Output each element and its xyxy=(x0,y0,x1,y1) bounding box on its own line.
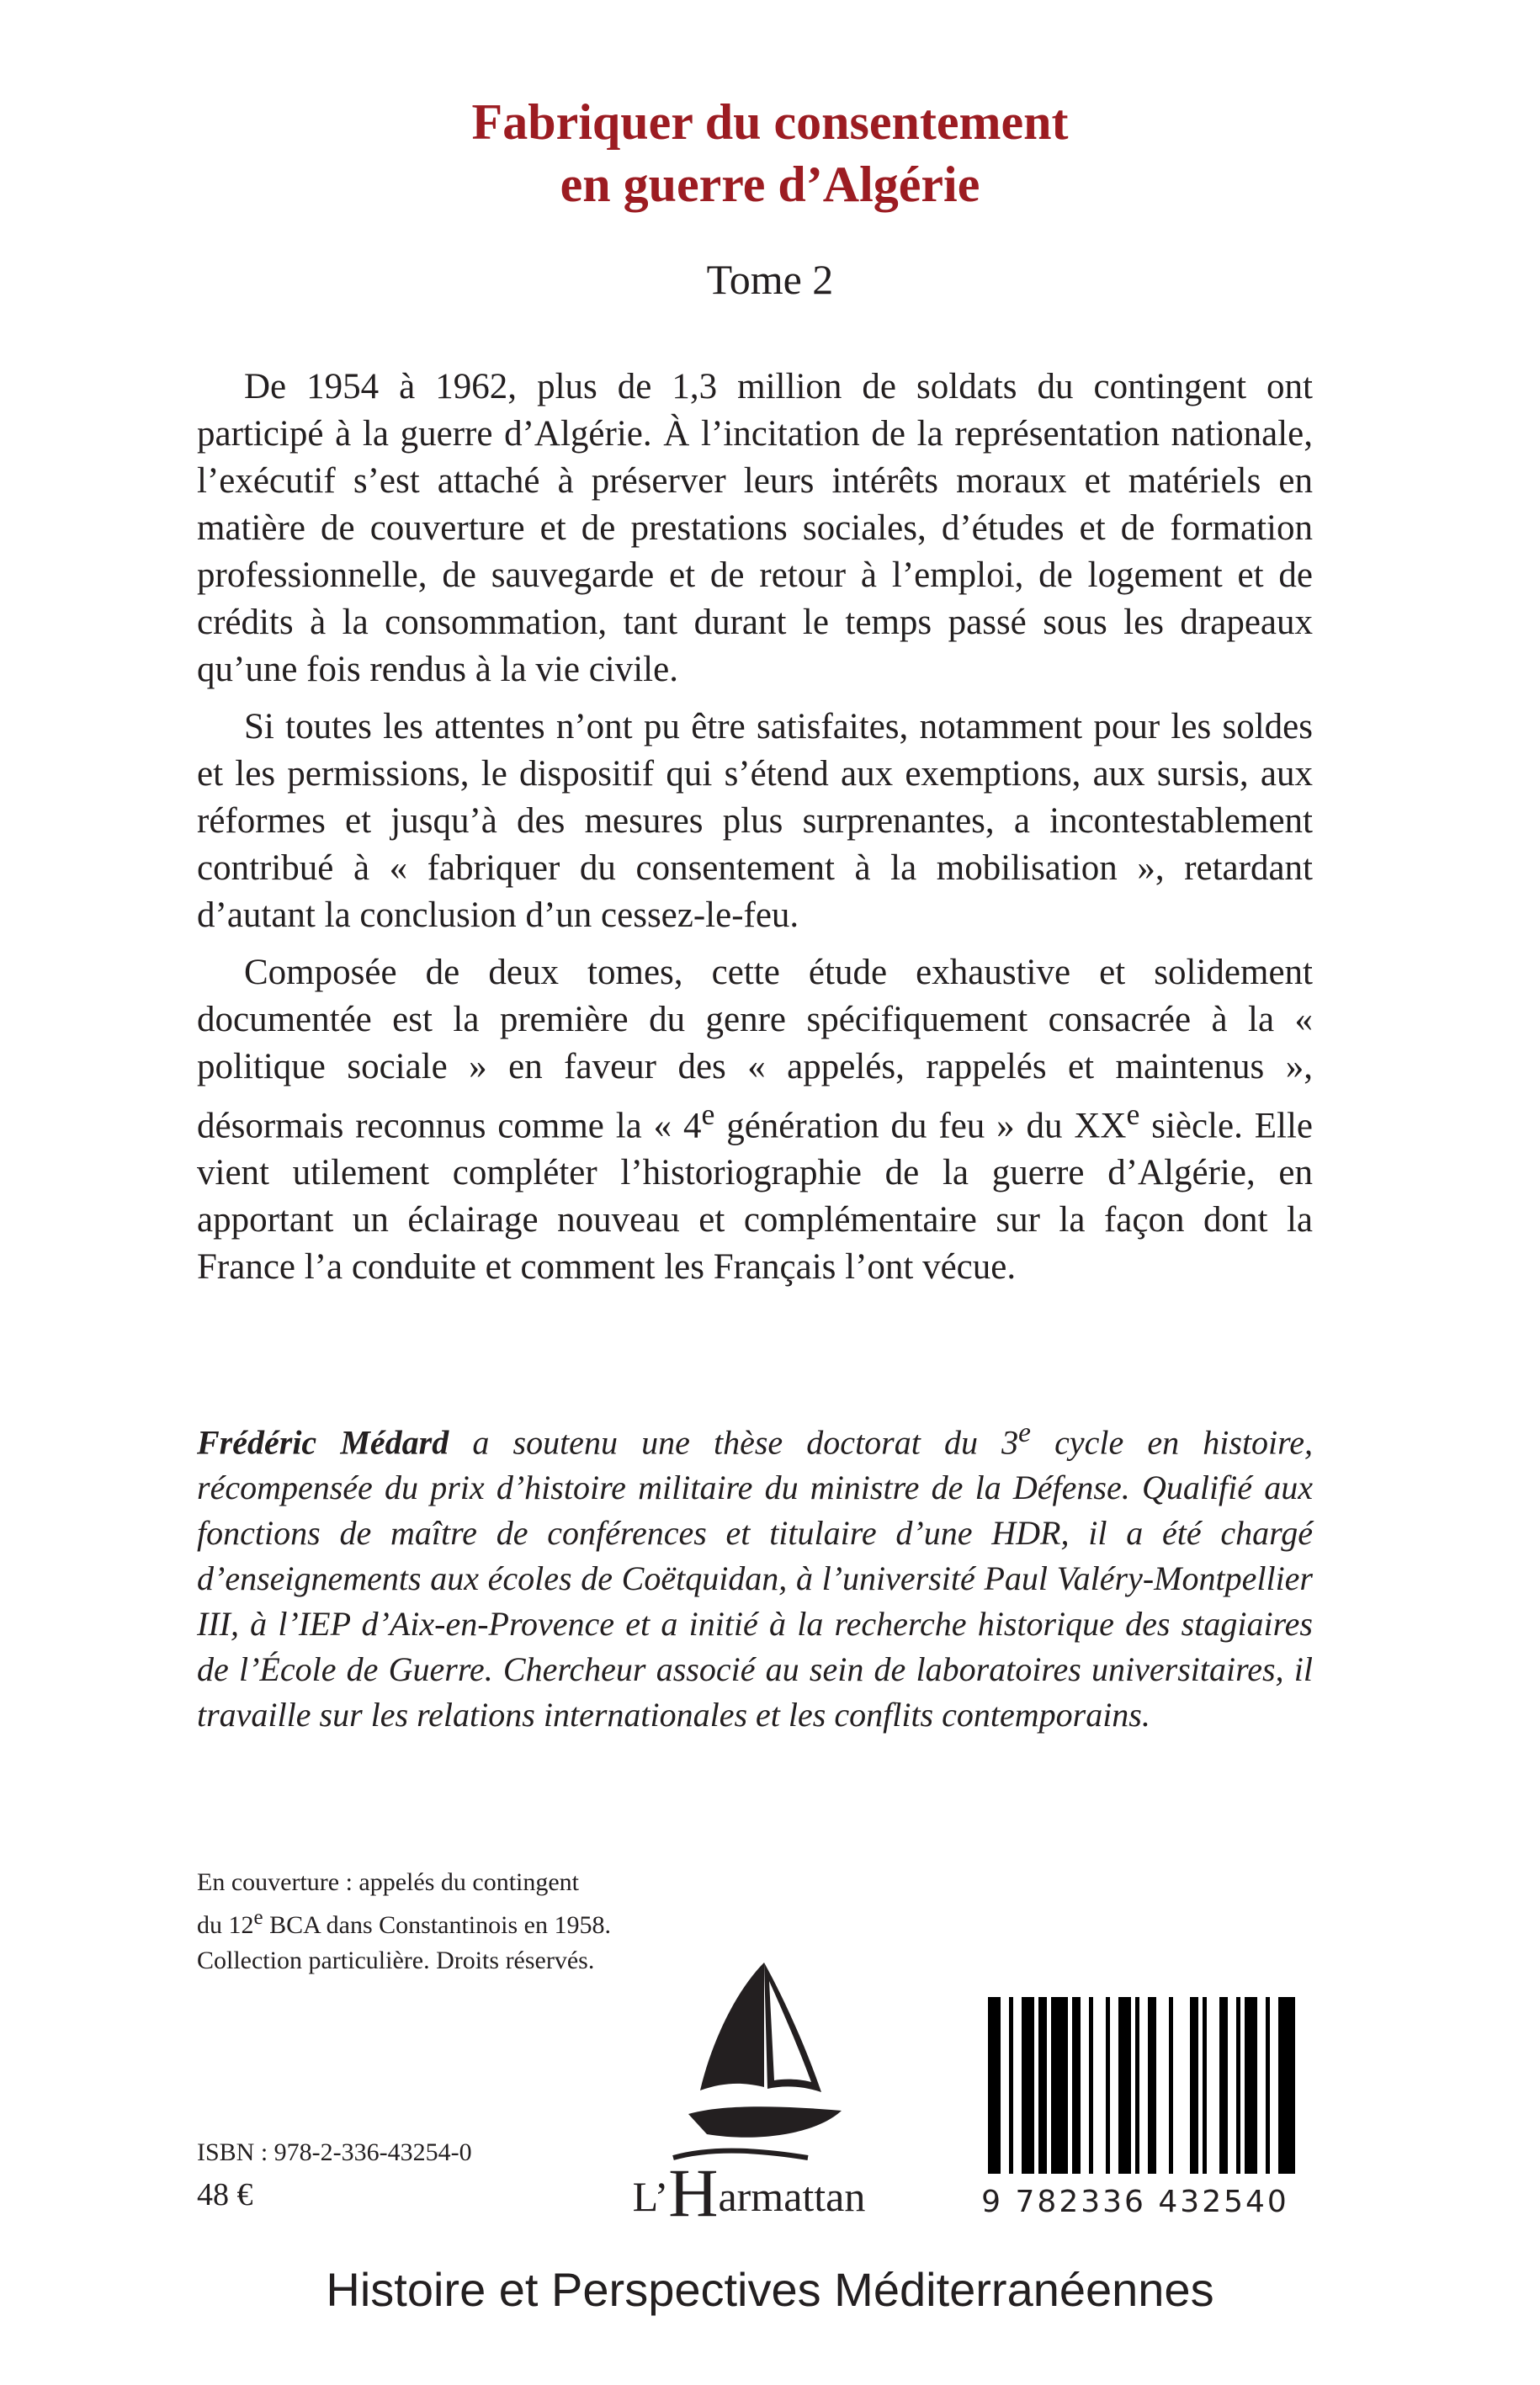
blurb-paragraph-3 xyxy=(197,949,1313,1291)
barcode-bar xyxy=(988,1997,1001,2174)
barcode-bar xyxy=(1278,1997,1295,2174)
author-bio-part-1: a soutenu une thèse doctorat du 3 xyxy=(449,1423,1019,1462)
barcode-bar xyxy=(1022,1997,1034,2174)
barcode-bar xyxy=(1072,1997,1081,2174)
cover-credit-line-1: En couverture : appelés du contingent xyxy=(197,1868,580,1896)
blurb xyxy=(197,364,1313,1291)
barcode-bar xyxy=(1190,1997,1198,2174)
barcode-bar xyxy=(1169,1997,1173,2174)
series-name: Histoire et Perspectives Méditerranéennes xyxy=(326,2263,1214,2316)
superscript-e: e xyxy=(253,1906,263,1929)
cover-credit xyxy=(197,1865,719,1979)
barcode-bar xyxy=(1118,1997,1131,2174)
publisher-prefix: L’ xyxy=(632,2173,669,2220)
publisher-rest: armattan xyxy=(718,2173,866,2220)
barcode-bar xyxy=(1051,1997,1068,2174)
book-title-line-1: Fabriquer du consentement xyxy=(471,94,1069,150)
isbn: ISBN : 978-2-336-43254-0 xyxy=(197,2138,472,2166)
cover-credit-line-2 xyxy=(197,1900,719,1943)
barcode-bar xyxy=(1106,1997,1110,2174)
superscript-e: e xyxy=(701,1097,715,1131)
book-title xyxy=(0,91,1540,215)
barcode-digits: 9 782336 432540 xyxy=(981,2185,1289,2219)
author-name: Frédéric Médard xyxy=(197,1423,449,1462)
blurb-p3-part-2: génération du feu » du XX xyxy=(714,1106,1127,1146)
barcode-bar xyxy=(1009,1997,1013,2174)
author-bio-part-2: cycle en histoire, récompensée du prix d’histoire militaire du ministre de la Défense. Qualifié aux fonctions de maître de conférences et titulaire d’une HDR, il a été chargé d’enseignements aux écoles de Coëtquidan, à l’université Paul Valéry-Montpellier III, à l’IEP d’Aix-en-Provence et a initié à la recherche historique des stagiaires de l’École de Guerre. Chercheur associé au sein de laboratoires universitaires, il travaille sur les relations internationales et les conflits contemporains. xyxy=(197,1423,1314,1734)
barcode-bar xyxy=(1038,1997,1047,2174)
publisher-initial: H xyxy=(668,2154,719,2231)
barcode-bar xyxy=(1089,1997,1093,2174)
cover-credit-line-2-start: du 12 xyxy=(197,1911,254,1939)
blurb-p3-part-3: siècle. Elle vient utilement compléter l’historiographie de la guerre d’Algérie, en apportant un éclairage nouveau et complémentaire sur la façon dont la France l’a conduite et comment les Français l’ont vécue. xyxy=(197,1106,1313,1288)
barcode-bar xyxy=(1266,1997,1270,2174)
superscript-e: e xyxy=(1126,1097,1140,1131)
barcode-bar xyxy=(1203,1997,1207,2174)
sailboat-icon xyxy=(656,1956,875,2175)
volume-label: Tome 2 xyxy=(706,256,834,303)
author-bio xyxy=(197,1410,1313,1738)
publisher-sailboat-logo xyxy=(656,1956,875,2175)
price: 48 € xyxy=(197,2177,253,2212)
cover-credit-line-2-end: BCA dans Constantinois en 1958. xyxy=(263,1911,611,1939)
publisher-name xyxy=(589,2154,909,2231)
superscript-e: e xyxy=(1018,1417,1031,1448)
barcode-bar xyxy=(1245,1997,1257,2174)
barcode-bar xyxy=(1148,1997,1156,2174)
book-title-line-2: en guerre d’Algérie xyxy=(560,157,980,212)
blurb-paragraph-1: De 1954 à 1962, plus de 1,3 million de soldats du contingent ont participé à la guerre d’Algérie. À l’incitation de la représentation nationale, l’exécutif s’est attaché à préserver leurs intérêts moraux et matériels en matière de couverture et de prestations sociales, d’études et de formation professionnelle, de sauvegarde et de retour à l’emploi, de logement et de crédits à la consommation, tant durant le temps passé sous les drapeaux qu’une fois rendus à la vie civile. xyxy=(197,367,1313,689)
barcode-bar xyxy=(1236,1997,1240,2174)
isbn-barcode xyxy=(959,1997,1311,2221)
barcode-bars xyxy=(959,1997,1311,2187)
cover-credit-line-3: Collection particulière. Droits réservés. xyxy=(197,1947,595,1974)
barcode-bar xyxy=(1135,1997,1139,2174)
blurb-paragraph-2: Si toutes les attentes n’ont pu être satisfaites, notamment pour les soldes et les permissions, le dispositif qui s’étend aux exemptions, aux sursis, aux réformes et jusqu’à des mesures plus surprenantes, a incontestablement contribué à « fabriquer du consentement à la mobilisation », retardant d’autant la conclusion d’un cessez-le-feu. xyxy=(197,707,1313,935)
blurb-p3-part-1: Composée de deux tomes, cette étude exhaustive et solidement documentée est la première du genre spécifiquement consacrée à la « politique sociale » en faveur des « appelés, rappelés et maintenus », désormais reconnus comme la « 4 xyxy=(197,953,1313,1146)
barcode-bar xyxy=(1219,1997,1228,2174)
